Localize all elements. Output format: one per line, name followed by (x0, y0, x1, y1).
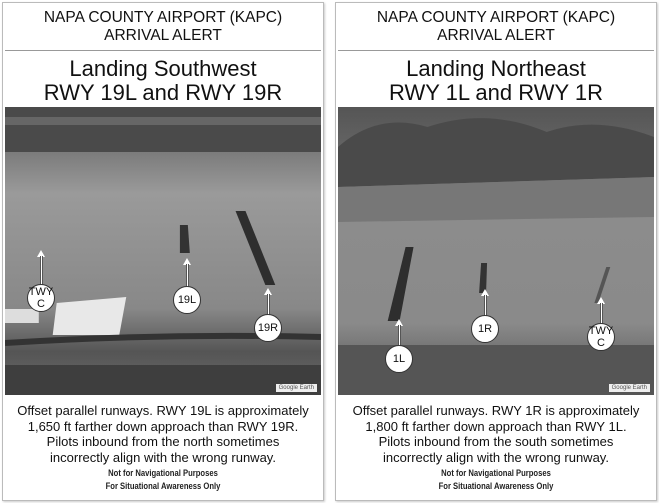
runways-title: RWY 19L and RWY 19R (43, 80, 283, 105)
aerial-photo (5, 107, 321, 395)
card-header (338, 3, 654, 51)
direction-title: Landing Southwest (69, 56, 257, 81)
disclaimer (27, 467, 299, 493)
arrival-alert-card-northeast (335, 2, 657, 501)
disclaimer-line: For Situational Awareness Only (438, 481, 554, 491)
card-header (5, 3, 321, 51)
marker-label: TWY C (588, 325, 614, 349)
direction-title: Landing Northeast (406, 56, 586, 81)
marker-label: 19R (254, 314, 282, 342)
disclaimer-line: For Situational Awareness Only (105, 481, 221, 491)
marker-label: TWY C (28, 286, 54, 310)
description: Offset parallel runways. RWY 19L is approximately 1,650 ft farther down approach than RWY 19R. Pilots inbound from the north sometimes incorrectly align with the wrong runway. (17, 403, 309, 465)
disclaimer-line: Not for Navigational Purposes (108, 468, 218, 478)
card-title (336, 51, 656, 109)
marker-label: 1R (471, 315, 499, 343)
arrival-alert-card-southwest (2, 2, 324, 501)
marker-label: 1L (385, 345, 413, 373)
disclaimer-line: Not for Navigational Purposes (441, 468, 551, 478)
description: Offset parallel runways. RWY 1R is approximately 1,800 ft farther down approach than RWY 1L. Pilots inbound from the south sometimes incorrectly align with the wrong runway. (352, 403, 640, 465)
aerial-photo (338, 107, 654, 395)
airport-name: NAPA COUNTY AIRPORT (KAPC) (43, 9, 283, 26)
google-earth-credit: Google Earth (276, 384, 317, 392)
google-earth-credit: Google Earth (609, 384, 650, 392)
alert-label: ARRIVAL ALERT (437, 27, 555, 44)
disclaimer (360, 467, 632, 493)
marker-label: 19L (173, 286, 201, 314)
card-title (3, 51, 323, 109)
airport-name: NAPA COUNTY AIRPORT (KAPC) (376, 9, 616, 26)
alert-label: ARRIVAL ALERT (104, 27, 222, 44)
runways-title: RWY 1L and RWY 1R (389, 80, 603, 105)
